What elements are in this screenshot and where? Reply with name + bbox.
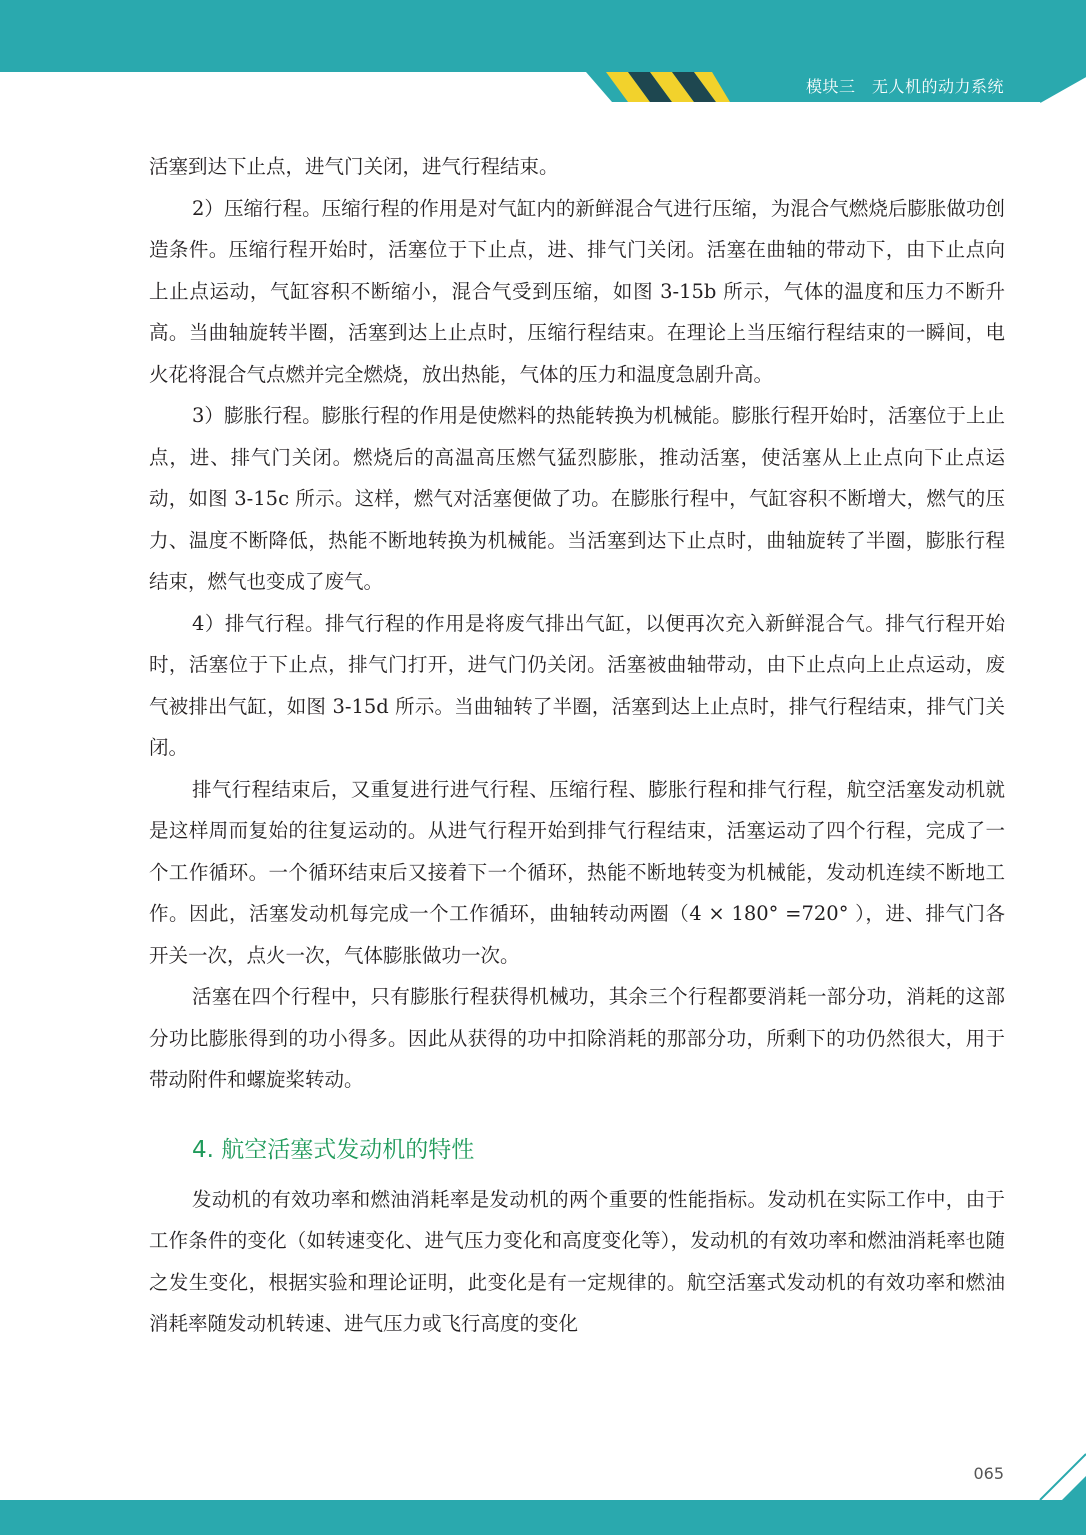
body-paragraph-exhaust-stroke: 4）排气行程。排气行程的作用是将废气排出气缸，以便再次充入新鲜混合气。排气行程开始时，活塞位于下止点，排气门打开，进气门仍关闭。活塞被曲轴带动，由下止点向上止点运动，废气被排出气缸，如图 3-15d 所示。当曲轴转了半圈，活塞到达上止点时，排气行程结束，排气门关闭。 [149, 611, 1005, 759]
page-content [149, 146, 1005, 1345]
top-color-band [0, 0, 1086, 72]
body-paragraph-1: 活塞到达下止点，进气门关闭，进气行程结束。 [149, 155, 559, 178]
body-paragraph-compression-stroke: 2）压缩行程。压缩行程的作用是对气缸内的新鲜混合气进行压缩，为混合气燃烧后膨胀做功创造条件。压缩行程开始时，活塞位于下止点，进、排气门关闭。活塞在曲轴的带动下，由下止点向上止点运动，气缸容积不断缩小，混合气受到压缩，如图 3-15b 所示，气体的温度和压力不断升高。当曲轴旋转半圈，活塞到达上止点时，压缩行程结束。在理论上当压缩行程结束的一瞬间，电火花将混合气点燃并完全燃烧，放出热能，气体的压力和温度急剧升高。 [149, 196, 1005, 386]
body-paragraph-expansion-stroke: 3）膨胀行程。膨胀行程的作用是使燃料的热能转换为机械能。膨胀行程开始时，活塞位于上止点，进、排气门关闭。燃烧后的高温高压燃气猛烈膨胀，推动活塞，使活塞从上止点向下止点运动，如图 3-15c 所示。这样，燃气对活塞便做了功。在膨胀行程中，气缸容积不断增大，燃气的压力、温度不断降低，热能不断地转换为机械能。当活塞到达下止点时，曲轴旋转了半圈，膨胀行程结束，燃气也变成了废气。 [149, 404, 1005, 593]
corner-accent-wedge [1062, 1476, 1086, 1500]
body-paragraph-work-balance: 活塞在四个行程中，只有膨胀行程获得机械功，其余三个行程都要消耗一部分功，消耗的这部分功比膨胀得到的功小得多。因此从获得的功中扣除消耗的那部分功，所剩下的功仍然很大，用于带动附件和螺旋桨转动。 [149, 985, 1005, 1091]
page-number: 065 [973, 1464, 1004, 1483]
module-title: 模块三 无人机的动力系统 [805, 77, 1004, 96]
body-paragraph-engine-characteristics: 发动机的有效功率和燃油消耗率是发动机的两个重要的性能指标。发动机在实际工作中，由于工作条件的变化（如转速变化、进气压力变化和高度变化等），发动机的有效功率和燃油消耗率也随之发生变化，根据实验和理论证明，此变化是有一定规律的。航空活塞式发动机的有效功率和燃油消耗率随发动机转速、进气压力或飞行高度的变化 [149, 1187, 1005, 1335]
bottom-color-band [0, 1500, 1086, 1535]
corner-decoration [1026, 1440, 1086, 1500]
section-heading: 4. 航空活塞式发动机的特性 [192, 1136, 475, 1163]
body-paragraph-cycle-summary: 排气行程结束后，又重复进行进气行程、压缩行程、膨胀行程和排气行程，航空活塞发动机就是这样周而复始的往复运动的。从进气行程开始到排气行程结束，活塞运动了四个行程，完成了一个工作循环。一个循环结束后又接着下一个循环，热能不断地转变为机械能，发动机连续不断地工作。因此，活塞发动机每完成一个工作循环，曲轴转动两圈（4 × 180° =720° ），进、排气门各开关一次，点火一次，气体膨胀做功一次。 [149, 777, 1005, 967]
